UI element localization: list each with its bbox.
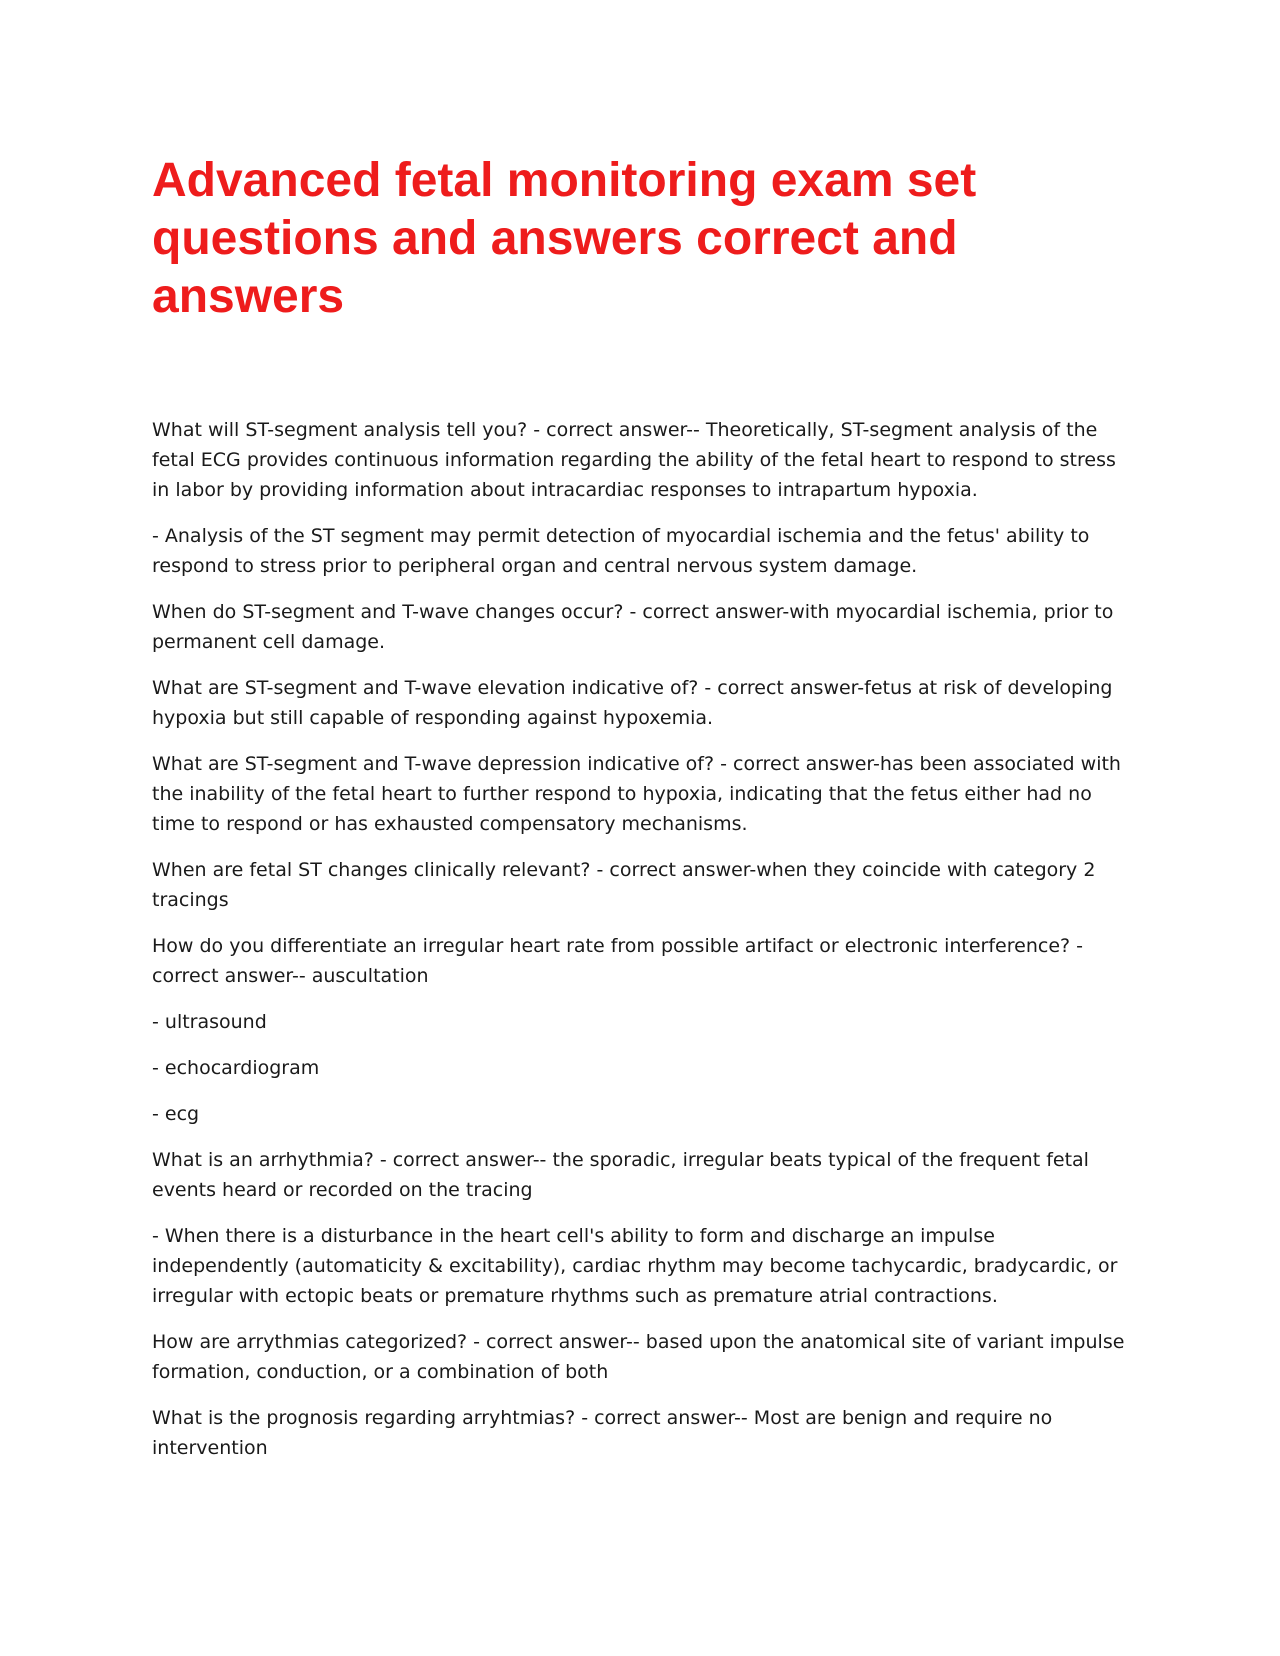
paragraph-st-changes-occur: When do ST-segment and T-wave changes occur? - correct answer-with myocardial ischemia, prior to permanent cell damage. [152,601,1114,653]
paragraph-arrhythmia-prognosis: What is the prognosis regarding arryhtmias? - correct answer-- Most are benign and require no intervention [152,1407,1053,1459]
document-title: Advanced fetal monitoring exam set questions and answers correct and answers [152,154,977,323]
paragraph-irregular-heart-rate: How do you differentiate an irregular heart rate from possible artifact or electronic interference? - correct answer-- auscultation [152,935,1083,987]
list-item-ecg: - ecg [152,1103,200,1125]
paragraph-arrhythmia-definition: What is an arrhythmia? - correct answer-- the sporadic, irregular beats typical of the frequent fetal events heard or recorded on the tracing [152,1149,1089,1201]
document-body [152,415,1132,1479]
paragraph-st-analysis-detail: - Analysis of the ST segment may permit detection of myocardial ischemia and the fetus' ability to respond to stress prior to peripheral organ and central nervous system damage. [152,525,1090,577]
paragraph-arrhythmia-detail: - When there is a disturbance in the heart cell's ability to form and discharge an impulse independently (automaticity & excitability), cardiac rhythm may become tachycardic, bradycardic, or irregular with ectopic beats or premature rhythms such as premature atrial contractions. [152,1225,1118,1307]
paragraph-st-elevation: What are ST-segment and T-wave elevation indicative of? - correct answer-fetus at risk of developing hypoxia but still capable of responding against hypoxemia. [152,677,1113,729]
list-item-echocardiogram: - echocardiogram [152,1057,320,1079]
paragraph-st-analysis-question: What will ST-segment analysis tell you? - correct answer-- Theoretically, ST-segment analysis of the fetal ECG provides continuous information regarding the ability of the fetal heart to respond to stress in labor by providing information about intracardiac responses to intrapartum hypoxia. [152,419,1116,501]
paragraph-arrhythmia-categories: How are arrythmias categorized? - correct answer-- based upon the anatomical site of variant impulse formation, conduction, or a combination of both [152,1331,1125,1383]
list-item-ultrasound: - ultrasound [152,1011,267,1033]
paragraph-st-clinically-relevant: When are fetal ST changes clinically relevant? - correct answer-when they coincide with category 2 tracings [152,859,1096,911]
paragraph-st-depression: What are ST-segment and T-wave depression indicative of? - correct answer-has been associated with the inability of the fetal heart to further respond to hypoxia, indicating that the fetus either had no time to respond or has exhausted compensatory mechanisms. [152,753,1121,835]
